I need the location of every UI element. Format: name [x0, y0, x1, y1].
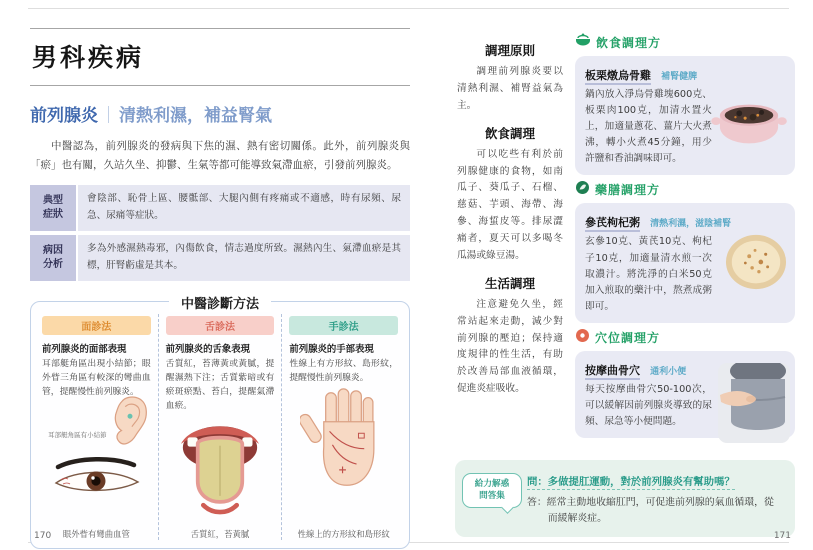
table-row-label: 病因分析 — [30, 235, 76, 281]
heading-lifestyle-care: 生活調理 — [484, 275, 535, 291]
qa-badge-line1: 給力解惑 — [474, 479, 510, 489]
method-pill-tongue: 舌診法 — [166, 316, 275, 335]
title-rule-bottom — [30, 85, 410, 86]
diagnosis-column-hand — [281, 314, 405, 540]
qa-box — [455, 460, 795, 537]
ear-annotation: 耳部艇角區有小結節 — [48, 430, 107, 439]
diagnosis-column-face — [35, 314, 158, 540]
recipe-name: 參芪枸杞粥 — [585, 216, 640, 232]
remedy-header-medicinal — [575, 180, 795, 199]
remedy-category: 藥膳調理方 — [595, 183, 661, 198]
recipe-name: 板栗燉烏骨雞 — [585, 69, 651, 85]
tongue-illustration-icon — [166, 416, 275, 524]
page-number-left: 170 — [34, 531, 52, 541]
acupoint-benefit-tag: 通利小便 — [650, 366, 687, 377]
diagnosis-caption: 舌質紅，苔黃膩 — [190, 528, 250, 539]
method-pill-face: 面診法 — [42, 316, 151, 335]
recipe-instructions: 鍋內放入淨烏骨雞塊600克、板栗肉100克，加清水置火上，加適量蔥花、薑片大火煮沸，轉小火煮45分鐘，用少許鹽和香油調味即可。 — [585, 89, 712, 165]
qa-badge — [462, 473, 522, 508]
remedy-card-medicinal — [575, 203, 795, 322]
symptom-table — [30, 185, 410, 280]
chapter-title: 男科疾病 — [32, 43, 145, 72]
porridge-bowl-photo — [722, 231, 790, 297]
remedy-column — [575, 28, 795, 438]
acupoint-instructions: 每天按摩曲骨穴50-100次，可以緩解因前列腺炎導致的尿頻、尿急等小便問題。 — [585, 383, 712, 428]
diagnosis-column-tongue — [158, 314, 282, 540]
treatment-principle: 清熱利濕，補益腎氣 — [119, 106, 272, 126]
method-pill-hand: 手診法 — [289, 316, 398, 335]
remedy-header-diet — [575, 33, 795, 52]
page-number-right: 171 — [773, 531, 791, 541]
diagnosis-headline: 前列腺炎的舌象表現 — [165, 343, 251, 355]
pot-icon — [575, 33, 591, 52]
eye-illustration-icon — [42, 455, 151, 501]
intro-paragraph: 中醫認為，前列腺炎的發病與下焦的濕、熱有密切關係。此外，前列腺炎與「瘀」也有關，久站久坐、抑鬱、生氣等都可能導致氣滯血瘀，引發前列腺炎。 — [30, 140, 410, 171]
remedy-header-acupoint — [575, 328, 795, 347]
diagnosis-body: 舌質紅，苔薄黃或黃膩，提醒濕熱下注；舌質紫暗或有瘀斑瘀點、苔白，提醒氣滯血瘀。 — [165, 358, 275, 412]
page-top-edge — [28, 8, 789, 9]
table-row-value: 多為外感濕熱毒邪，內傷飲食，情志過度所致。濕熱內生、氣滯血瘀是其標，肝腎虧虛是其本。 — [78, 235, 410, 281]
recipe-instructions: 玄參10克、黃芪10克、枸杞子10克，加適量清水煎一次取濃汁。將洗淨的白米50克加入煎取的藥汁中，熬煮成粥即可。 — [585, 236, 712, 312]
diagnosis-headline: 前列腺炎的手部表現 — [289, 343, 374, 355]
diagnosis-box-title: 中醫診斷方法 — [169, 293, 271, 312]
chestnut-chicken-pot-photo — [708, 92, 790, 160]
disease-name: 前列腺炎 — [30, 106, 98, 126]
abdomen-massage-photo — [718, 363, 790, 447]
qa-badge-line2: 問答集 — [479, 491, 505, 502]
heading-diet-care: 飲食調理 — [484, 125, 535, 141]
diagnosis-headline: 前列腺炎的面部表現 — [42, 343, 127, 355]
table-row-label: 典型症狀 — [30, 185, 76, 231]
remedy-card-diet — [575, 56, 795, 175]
recipe-benefit-tag: 清熱利濕，滋陰補腎 — [650, 219, 732, 230]
qa-answer: 答：經常主動地收縮肛門，可促進前列腺的氣血循環，從而緩解炎症。 — [527, 497, 774, 525]
diagnosis-methods-box — [30, 296, 410, 549]
heading-care-principle: 調理原則 — [484, 43, 535, 58]
diagnosis-body: 性線上有方形紋、島形紋，提醒慢性前列腺炎。 — [289, 358, 399, 383]
remedy-category: 穴位調理方 — [595, 330, 661, 345]
herb-icon — [575, 180, 590, 199]
ear-illustration-icon — [109, 393, 151, 453]
body-diet-care: 可以吃些有利於前列腺健康的食物，如南瓜子、葵瓜子、石榴、慈菇、芋頭、海帶、海參、海蜇皮等。排尿澀痛者，夏天可以多喝冬瓜湯或綠豆湯。 — [457, 148, 563, 261]
diagnosis-caption: 眼外眥有彎曲血管 — [62, 528, 130, 539]
acupoint-technique-name: 按摩曲骨穴 — [585, 364, 640, 380]
acupoint-icon — [575, 328, 590, 347]
remedy-card-acupoint — [575, 351, 795, 438]
diagnosis-caption: 性線上的方形紋和島形紋 — [297, 528, 390, 539]
care-text-column — [457, 32, 563, 398]
section-title — [30, 101, 410, 126]
recipe-benefit-tag: 補腎健脾 — [661, 72, 698, 82]
table-row-value: 會陰部、恥骨上區、腰骶部、大腿內側有疼痛或不適感，時有尿頻、尿急、尿痛等症狀。 — [78, 185, 410, 231]
left-page — [30, 28, 410, 549]
hand-illustration-icon — [289, 387, 398, 497]
title-separator: ｜ — [100, 106, 117, 126]
qa-question: 問：多做提肛運動，對於前列腺炎有幫助嗎？ — [527, 476, 735, 488]
diagnosis-body: 耳部艇角區出現小結節；眼外眥三角區有較深的彎曲血管，提醒慢性前列腺炎。 — [42, 358, 151, 397]
body-care-principle: 調理前列腺炎要以清熱利濕、補腎益氣為主。 — [457, 66, 563, 111]
remedy-category: 飲食調理方 — [596, 36, 662, 50]
body-lifestyle-care: 注意避免久坐，經常站起來走動，減少對前列腺的壓迫；保持適度規律的性生活，有助於改善局部血液循環，促進炎症吸收。 — [457, 298, 563, 395]
